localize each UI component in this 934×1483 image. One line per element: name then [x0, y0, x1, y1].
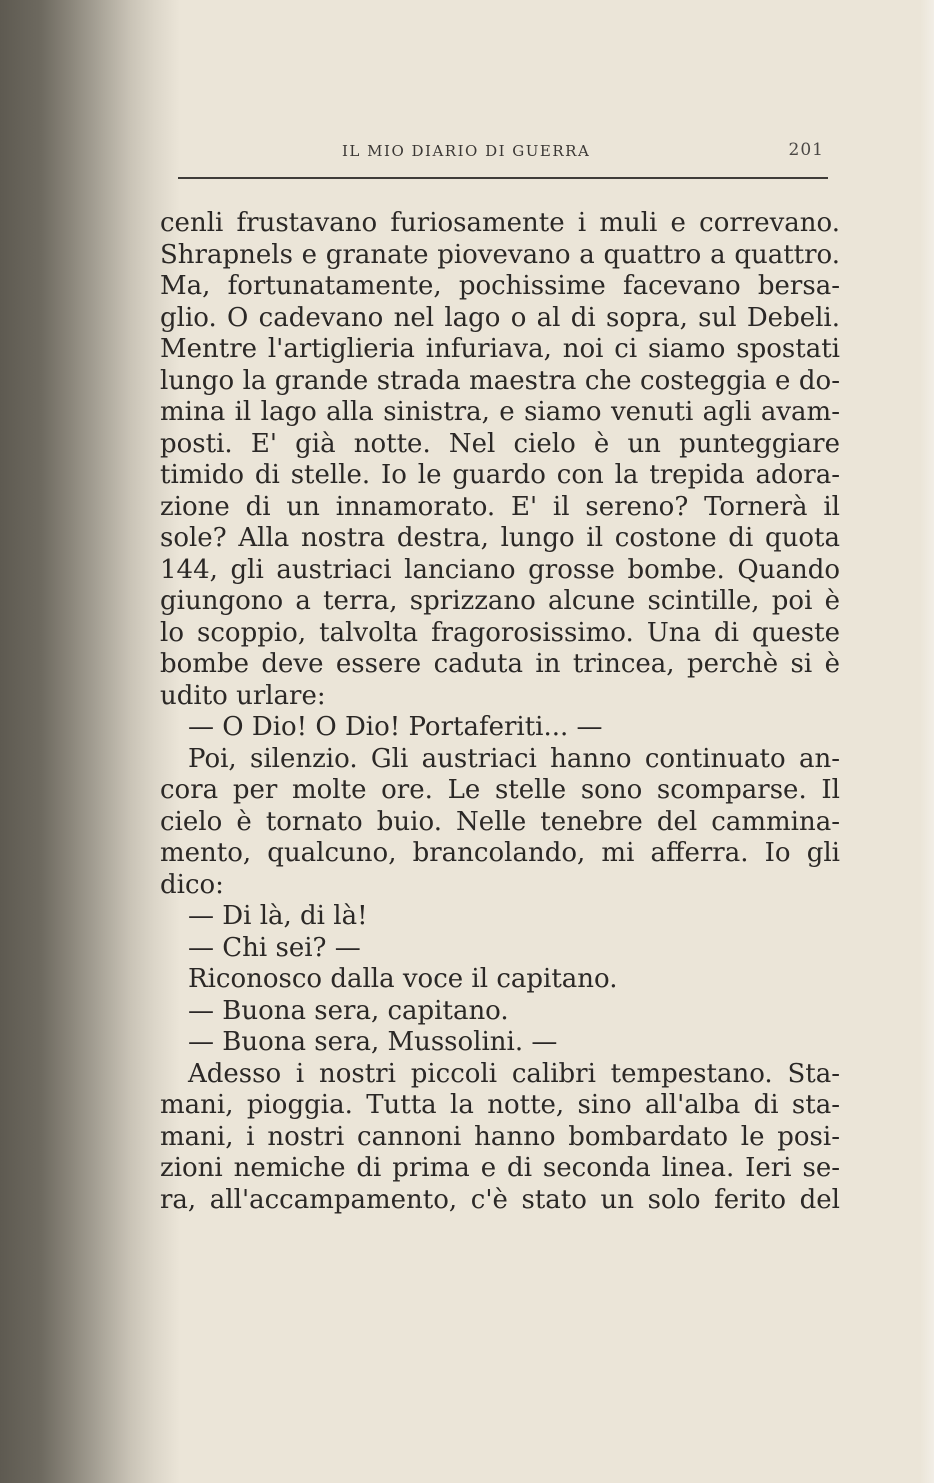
text-line: glio. O cadevano nel lago o al di sopra, sul Debeli. [160, 302, 840, 333]
text-line: mento, qualcuno, brancolando, mi afferra. Io gli [160, 838, 840, 868]
dialogue-line: — O Dio! O Dio! Portaferiti... — [188, 712, 603, 742]
text-line: udito urlare: [160, 680, 326, 711]
text-line: zioni nemiche di prima e di seconda linea. Ieri se- [160, 1153, 840, 1183]
text-line: posti. E' già notte. Nel cielo è un punteggiare [160, 428, 840, 459]
text-line: timido di stelle. Io le guardo con la trepida adora- [160, 460, 840, 490]
paragraph-start-line: Poi, silenzio. Gli austriaci hanno continuato an- [188, 743, 840, 774]
text-line: cielo è tornato buio. Nelle tenebre del cammina- [160, 806, 840, 837]
text-line: sole? Alla nostra destra, lungo il costone di quota [160, 523, 840, 553]
text-line: lungo la grande strada maestra che costeggia e do- [160, 365, 840, 396]
text-line: bombe deve essere caduta in trincea, perchè si è [160, 649, 840, 679]
text-line: mani, i nostri cannoni hanno bombardato le posi- [160, 1121, 840, 1152]
text-line: Ma, fortunatamente, pochissime facevano bersa- [160, 271, 840, 301]
text-line: giungono a terra, sprizzano alcune scintille, poi è [160, 586, 840, 616]
text-line: dico: [160, 869, 224, 900]
header-rule [178, 177, 828, 179]
page-number: 201 [788, 140, 824, 160]
paragraph-start-line: Adesso i nostri piccoli calibri tempestano. Sta- [188, 1058, 840, 1089]
text-line: mani, pioggia. Tutta la notte, sino all'alba di sta- [160, 1090, 840, 1120]
text-line: cenli frustavano furiosamente i muli e correvano. [160, 208, 840, 238]
text-line: mina il lago alla sinistra, e siamo venuti agli avam- [160, 397, 840, 427]
paragraph-start-line: Riconosco dalla voce il capitano. [188, 964, 618, 994]
text-line: Mentre l'artiglieria infuriava, noi ci siamo spostati [160, 334, 840, 364]
dialogue-line: — Buona sera, Mussolini. — [188, 1027, 558, 1057]
dialogue-line: — Buona sera, capitano. [188, 995, 509, 1026]
running-title: IL MIO DIARIO DI GUERRA [342, 142, 591, 160]
text-line: 144, gli austriaci lanciano grosse bombe. Quando [160, 554, 840, 585]
text-line: Shrapnels e granate piovevano a quattro a quattro. [160, 239, 840, 270]
book-gutter-shadow [0, 0, 180, 1483]
text-line: ra, all'accampamento, c'è stato un solo ferito del [160, 1184, 840, 1215]
running-header [150, 138, 824, 168]
text-line: cora per molte ore. Le stelle sono scomparse. Il [160, 775, 840, 805]
body-text [160, 208, 840, 1216]
text-line: lo scoppio, talvolta fragorosissimo. Una di queste [160, 617, 840, 648]
dialogue-line: — Chi sei? — [188, 932, 361, 963]
dialogue-line: — Di là, di là! [188, 901, 368, 931]
page-edge [920, 0, 934, 1483]
text-line: zione di un innamorato. E' il sereno? Tornerà il [160, 491, 840, 522]
